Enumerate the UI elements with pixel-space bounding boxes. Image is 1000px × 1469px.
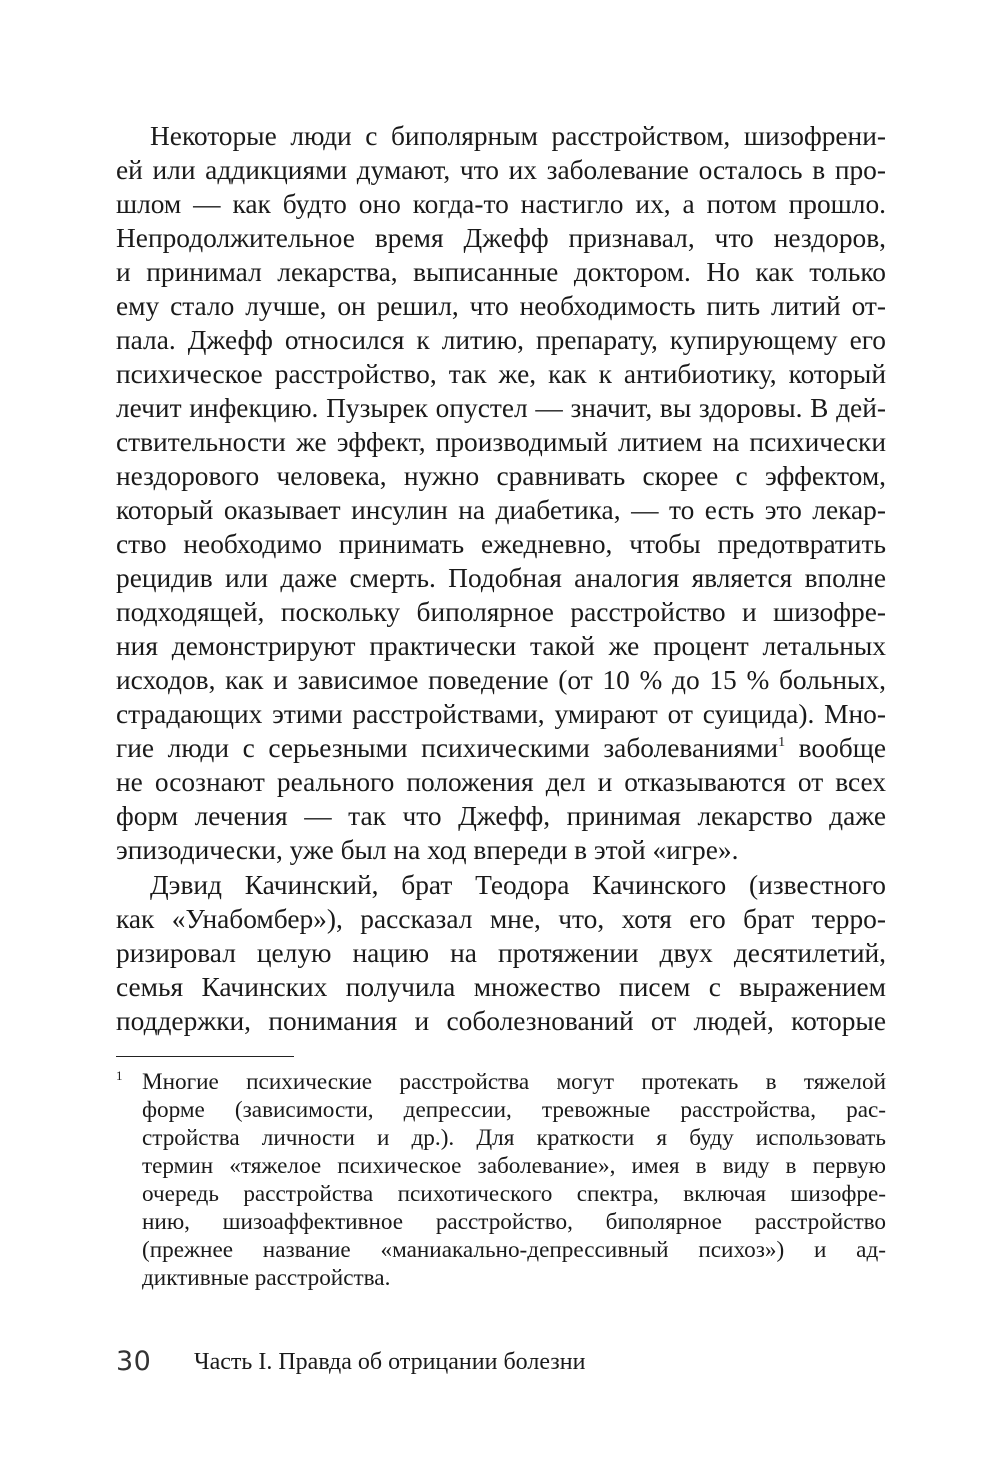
text-line: Некоторые люди с биполярным расстройством, шизофрени- <box>150 121 886 151</box>
text-line: поддержки, понимания и соболезнований от людей, которые <box>116 1006 886 1036</box>
footnote-line: Многие психические расстройства могут протекать в тяжелой <box>142 1069 886 1095</box>
text-line: не осознают реального положения дел и отказываются от всех <box>116 767 886 797</box>
footnote-line: термин «тяжелое психическое заболевание», имея в виду в первую <box>142 1153 886 1179</box>
text-fragment: вообще <box>785 733 886 763</box>
text-line: как «Унабомбер»), рассказал мне, что, хотя его брат терро- <box>116 904 886 934</box>
text-line: который оказывает инсулин на диабетика, — то есть это лекар- <box>116 495 886 525</box>
text-line: и принимал лекарства, выписанные доктором. Но как только <box>116 257 886 287</box>
text-line: эпизодически, уже был на ход впереди в этой «игре». <box>116 835 739 865</box>
text-line: подходящей, поскольку биполярное расстройство и шизофре- <box>116 597 886 627</box>
text-line-with-footnote-ref <box>116 731 886 765</box>
text-line: ство необходимо принимать ежедневно, чтобы предотвратить <box>116 529 886 559</box>
footnote-line: диктивные расстройства. <box>142 1265 391 1291</box>
text-line: ему стало лучше, он решил, что необходимость пить литий от- <box>116 291 886 321</box>
text-line: семья Качинских получила множество писем с выражением <box>116 972 886 1002</box>
text-line: пала. Джефф относился к литию, препарату, купирующему его <box>116 325 886 355</box>
text-line: психическое расстройство, так же, как к антибиотику, который <box>116 359 886 389</box>
page-number: 30 <box>116 1346 152 1377</box>
text-line: нездорового человека, нужно сравнивать скорее с эффектом, <box>116 461 886 491</box>
footnote-marker: 1 <box>116 1068 123 1083</box>
text-line: Непродолжительное время Джефф признавал, что нездоров, <box>116 223 886 253</box>
text-line: страдающих этими расстройствами, умирают от суицида). Мно- <box>116 699 886 729</box>
footnote-line: очередь расстройства психотического спектра, включая шизофре- <box>142 1181 886 1207</box>
text-line: ствительности же эффект, производимый литием на психически <box>116 427 886 457</box>
running-head: Часть I. Правда об отрицании болезни <box>194 1349 586 1375</box>
text-line: рецидив или даже смерть. Подобная аналогия является вполне <box>116 563 886 593</box>
footnote-line: стройства личности и др.). Для краткости я буду использовать <box>142 1125 886 1151</box>
footnote-line: форме (зависимости, депрессии, тревожные расстройства, рас- <box>142 1097 886 1123</box>
text-line: ния демонстрируют практически такой же процент летальных <box>116 631 886 661</box>
footnote-line: нию, шизоаффективное расстройство, биполярное расстройство <box>142 1209 886 1235</box>
text-line: форм лечения — так что Джефф, принимая лекарство даже <box>116 801 886 831</box>
text-line: Дэвид Качинский, брат Теодора Качинского (известного <box>150 870 886 900</box>
text-line: исходов, как и зависимое поведение (от 10 % до 15 % больных, <box>116 665 886 695</box>
text-fragment: гие люди с серьезными психическими заболеваниями <box>116 733 779 763</box>
text-line: шлом — как будто оно когда-то настигло их, а потом прошло. <box>116 189 886 219</box>
text-line: лечит инфекцию. Пузырек опустел — значит, вы здоровы. В дей- <box>116 393 886 423</box>
footnote-line: (прежнее название «маниакально-депрессивный психоз») и ад- <box>142 1237 886 1263</box>
footnote-divider <box>116 1056 294 1057</box>
footnote-reference[interactable]: 1 <box>778 735 786 750</box>
text-line: ризировал целую нацию на протяжении двух десятилетий, <box>116 938 886 968</box>
text-line: ей или аддикциями думают, что их заболевание осталось в про- <box>116 155 886 185</box>
